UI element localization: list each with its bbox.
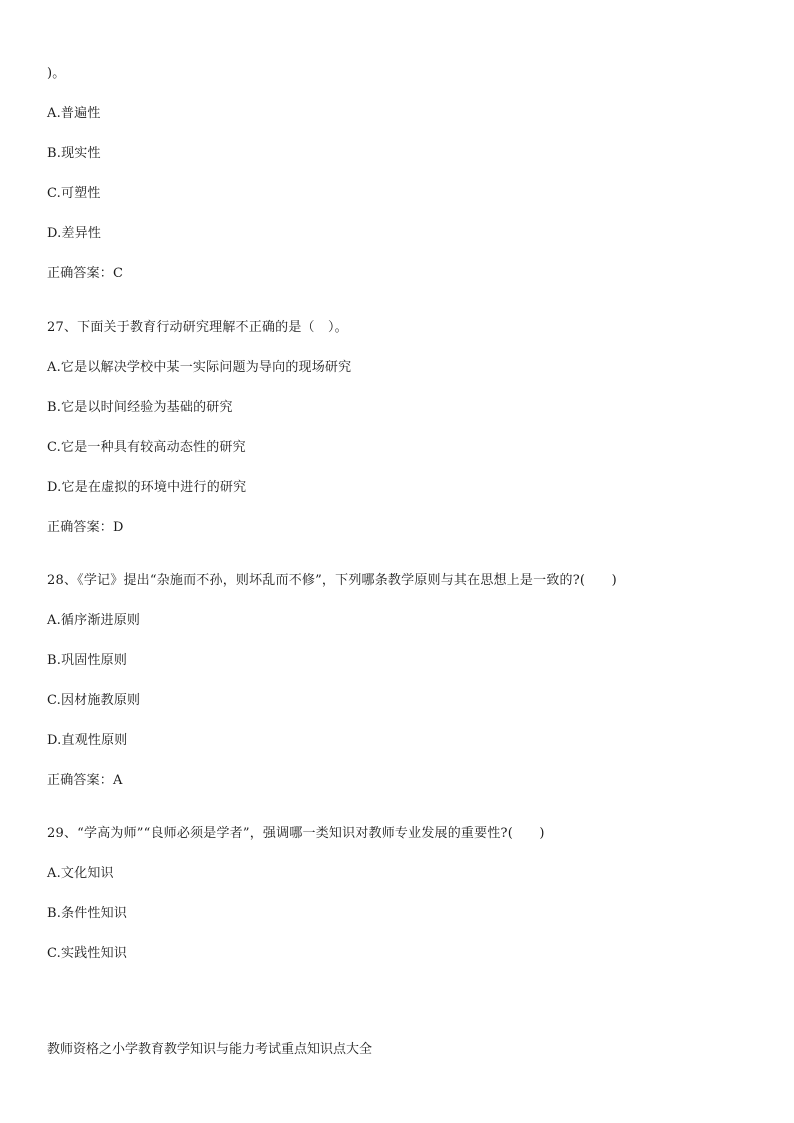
option-a: A.文化知识 xyxy=(47,866,114,881)
correct-answer: 正确答案：A xyxy=(47,773,123,788)
option-c: C.实践性知识 xyxy=(47,946,128,961)
option-b: B.现实性 xyxy=(47,146,101,161)
option-a: A.循序渐进原则 xyxy=(47,613,141,628)
option-b: B.它是以时间经验为基础的研究 xyxy=(47,400,233,415)
question-stem: 28、《学记》提出“杂施而不孙，则坏乱而不修”，下列哪条教学原则与其在思想上是一致的?( ) xyxy=(47,573,617,588)
question-stem-tail: )。 xyxy=(47,66,66,81)
option-a: A.它是以解决学校中某一实际问题为导向的现场研究 xyxy=(47,360,352,375)
option-d: D.直观性原则 xyxy=(47,733,128,748)
question-stem: 29、“学高为师”“良师必须是学者”，强调哪一类知识对教师专业发展的重要性?( ) xyxy=(47,826,545,841)
option-b: B.条件性知识 xyxy=(47,906,128,921)
correct-answer: 正确答案：D xyxy=(47,520,124,535)
question-stem: 27、下面关于教育行动研究理解不正确的是（ ）。 xyxy=(47,320,348,335)
option-c: C.因材施教原则 xyxy=(47,693,141,708)
page-footer-title: 教师资格之小学教育教学知识与能力考试重点知识点大全 xyxy=(47,1042,373,1057)
option-c: C.它是一种具有较高动态性的研究 xyxy=(47,440,246,455)
correct-answer: 正确答案：C xyxy=(47,266,124,281)
option-d: D.它是在虚拟的环境中进行的研究 xyxy=(47,480,247,495)
option-a: A.普遍性 xyxy=(47,106,101,121)
option-d: D.差异性 xyxy=(47,226,102,241)
option-b: B.巩固性原则 xyxy=(47,653,128,668)
option-c: C.可塑性 xyxy=(47,186,101,201)
